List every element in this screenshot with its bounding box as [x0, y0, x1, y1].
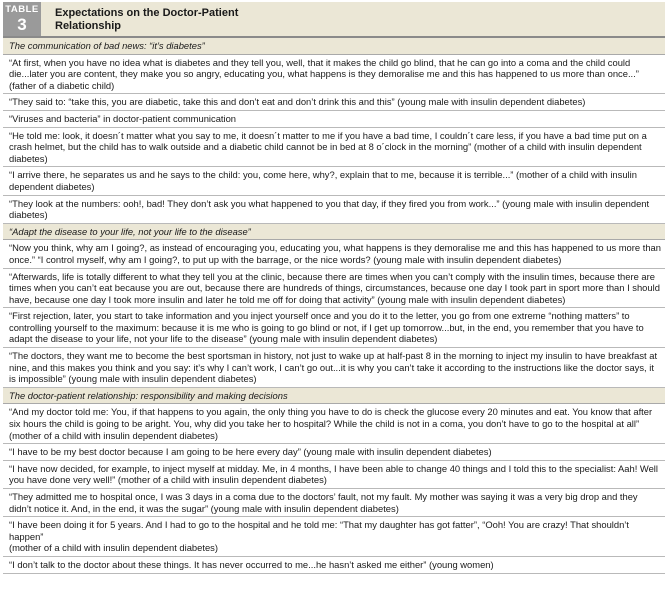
table-row: “They look at the numbers: ooh!, bad! They don’t ask you what happened to you that day, if they fired you from work...” (young male with insulin dependent diabetes): [3, 196, 665, 224]
table-row: “Viruses and bacteria” in doctor-patient communication: [3, 111, 665, 128]
section-heading: The doctor-patient relationship: responsibility and making decisions: [3, 388, 665, 405]
table-row: “I have now decided, for example, to inject myself at midday. Me, in 4 months, I have been able to change 40 things and I told this to the specialist: Aah! Well you have done very well!” (mother of a child with insulin dependent diabetes): [3, 461, 665, 489]
section-heading: The communication of bad news: “it’s diabetes”: [3, 38, 665, 55]
table-badge: [3, 2, 41, 36]
table-row: “They said to: “take this, you are diabetic, take this and don’t eat and don’t drink this and this” (young male with insulin dependent diabetes): [3, 94, 665, 111]
table-row: “Afterwards, life is totally different to what they tell you at the clinic, because there are times when you can’t comply with the insulin times, because there are times when you can’t eat because you are out, because there are hundreds of things, circumstances, because one day I took part in sport more than I should have, because one day I took more insulin and later he told me off for doing that activity” (young male with insulin dependent diabetes): [3, 269, 665, 309]
table-row: “He told me: look, it doesn´t matter what you say to me, it doesn´t matter to me if you have a bad time, I couldn´t care less, if you have a bad time put on a crash helmet, but the child has to walk outside and a diabetic child cannot be in bed at 8 o´clock in the morning” (mother of a child with insulin dependent diabetes): [3, 128, 665, 168]
table-row: “I arrive there, he separates us and he says to the child: you, come here, why?, explain that to me, because it is terrible...” (mother of a child with insulin dependent diabetes): [3, 167, 665, 195]
table-row: “First rejection, later, you start to take information and you inject yourself once and you do it to the letter, you go from one extreme “nothing matters” to controlling yourself to the maximum: because it is me who is going to go blind or not, if I get up tomorrow...but, in the end, you remember that you have to adapt the disease to your life, not your life to the disease” (young male with insulin dependent diabetes): [3, 308, 665, 348]
table-row: “I have been doing it for 5 years. And I had to go to the hospital and he told me: “That my daughter has got fatter”, “Ooh! You are crazy! That shouldn’t happen” (mother of a child with insulin dependent diabetes): [3, 517, 665, 557]
table-row: “I don’t talk to the doctor about these things. It has never occurred to me...he hasn’t asked me either” (young women): [3, 557, 665, 574]
table-row: “I have to be my best doctor because I am going to be here every day” (young male with insulin dependent diabetes): [3, 444, 665, 461]
table-header: [3, 2, 665, 38]
table-row: “At first, when you have no idea what is diabetes and they tell you, well, that it makes the child go blind, that he can go into a coma and the child could die...later you are content, they make you so angry, educating you, what happens is they demoralise me and this has happened to us more than once...” (father of a diabetic child): [3, 55, 665, 95]
table-number: 3: [17, 14, 27, 34]
table-row: “And my doctor told me: You, if that happens to you again, the only thing you have to do is check the glucose every 20 minutes and eat. You know that after six hours the child is going to be aright. You, why did you take her to hospital? While the child is not in a coma, you don’t have to go to the hospital at all” (mother of a child with insulin dependent diabetes): [3, 404, 665, 444]
table-row: “They admitted me to hospital once, I was 3 days in a coma due to the doctors’ fault, not my fault. My mother was saying it was a very big drop and they didn’t notice it. And, in the end, it was the sugar” (young male with insulin dependent diabetes): [3, 489, 665, 517]
section-heading: “Adapt the disease to your life, not your life to the disease”: [3, 224, 665, 241]
table-row: “The doctors, they want me to become the best sportsman in history, not just to wake up at half-past 8 in the morning to inject my insulin to have breakfast at nine, and this makes you think and you say: it’s why I can’t work, I can’t go out...it is why you can’t take it according to the instructions like the doctor says, it is impossible” (young male with insulin dependent diabetes): [3, 348, 665, 388]
table-label: TABLE: [5, 4, 39, 16]
table-row: “Now you think, why am I going?, as instead of encouraging you, educating you, what happens is they demoralise me and this has happened to us more than once.” “I control myself, why am I going?, to put up with the barrage, or the nice words? (young male with insulin dependent diabetes): [3, 240, 665, 268]
table-title: Expectations on the Doctor-Patient Relationship: [55, 7, 239, 32]
